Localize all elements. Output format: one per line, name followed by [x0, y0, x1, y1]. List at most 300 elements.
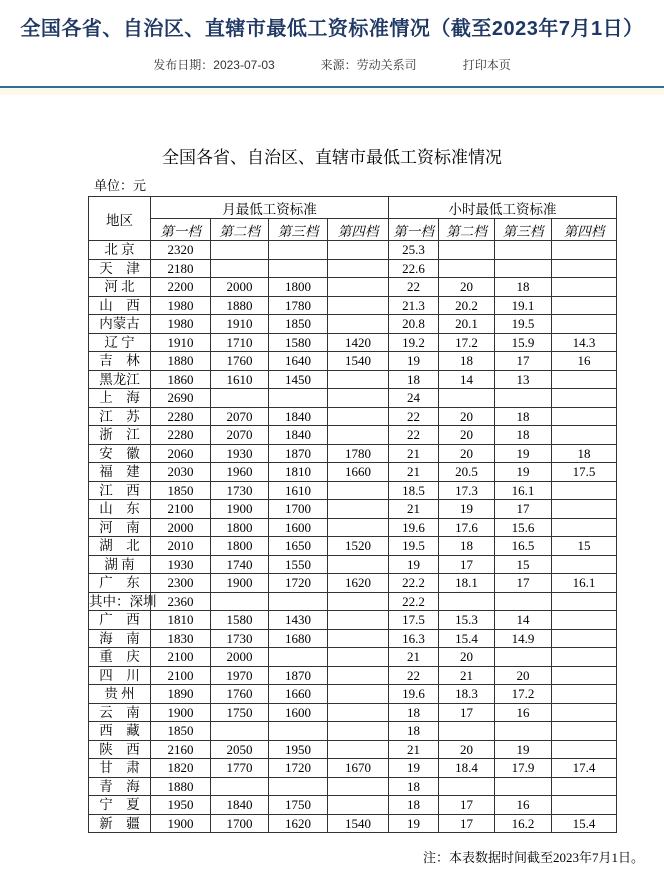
value-cell	[495, 777, 552, 796]
value-cell: 17.5	[552, 463, 617, 482]
value-cell	[552, 296, 617, 315]
value-cell	[439, 777, 495, 796]
value-cell: 19.5	[495, 315, 552, 334]
value-cell: 1850	[151, 722, 211, 741]
value-cell: 15.3	[439, 611, 495, 630]
table-row	[89, 426, 617, 445]
value-cell: 1800	[211, 518, 269, 537]
value-cell: 1840	[211, 796, 269, 815]
value-cell	[552, 518, 617, 537]
value-cell: 17.6	[439, 518, 495, 537]
value-cell: 1700	[269, 500, 328, 519]
value-cell: 21	[389, 444, 439, 463]
value-cell: 1950	[269, 740, 328, 759]
value-cell: 2100	[151, 666, 211, 685]
table-row	[89, 796, 617, 815]
value-cell: 1840	[269, 426, 328, 445]
value-cell	[495, 389, 552, 408]
region-cell: 湖 北	[89, 537, 151, 556]
hourly-tier-1-header: 第一档	[389, 219, 439, 241]
region-cell: 陕 西	[89, 740, 151, 759]
value-cell: 18	[495, 278, 552, 297]
region-cell: 上 海	[89, 389, 151, 408]
value-cell: 1620	[328, 574, 389, 593]
value-cell: 1820	[151, 759, 211, 778]
value-cell: 17.5	[389, 611, 439, 630]
value-cell: 1810	[151, 611, 211, 630]
value-cell: 1900	[211, 574, 269, 593]
value-cell: 16	[552, 352, 617, 371]
value-cell: 19.6	[389, 685, 439, 704]
value-cell: 22.2	[389, 574, 439, 593]
value-cell: 1580	[211, 611, 269, 630]
value-cell: 1650	[269, 537, 328, 556]
value-cell: 1710	[211, 333, 269, 352]
value-cell: 18	[439, 537, 495, 556]
value-cell: 19	[439, 500, 495, 519]
value-cell	[439, 259, 495, 278]
region-cell: 内蒙古	[89, 315, 151, 334]
region-cell: 山 西	[89, 296, 151, 315]
table-row	[89, 444, 617, 463]
table-row	[89, 537, 617, 556]
value-cell: 1800	[269, 278, 328, 297]
value-cell: 1720	[269, 574, 328, 593]
value-cell: 2030	[151, 463, 211, 482]
value-cell: 2000	[211, 648, 269, 667]
value-cell: 2690	[151, 389, 211, 408]
value-cell: 1870	[269, 444, 328, 463]
value-cell	[439, 592, 495, 611]
value-cell: 2050	[211, 740, 269, 759]
value-cell	[439, 241, 495, 260]
value-cell: 18	[552, 444, 617, 463]
value-cell: 1850	[151, 481, 211, 500]
value-cell: 16.2	[495, 814, 552, 833]
value-cell: 1670	[328, 759, 389, 778]
value-cell: 2000	[211, 278, 269, 297]
value-cell	[552, 315, 617, 334]
value-cell	[552, 685, 617, 704]
table-row	[89, 814, 617, 833]
table-row	[89, 333, 617, 352]
value-cell: 22	[389, 407, 439, 426]
region-cell: 重 庆	[89, 648, 151, 667]
value-cell: 1580	[269, 333, 328, 352]
value-cell: 17.2	[439, 333, 495, 352]
wage-table	[88, 196, 617, 833]
value-cell: 1750	[269, 796, 328, 815]
value-cell: 1980	[151, 315, 211, 334]
unit-label: 单位：元	[94, 178, 147, 193]
value-cell	[211, 241, 269, 260]
value-cell: 16	[495, 796, 552, 815]
value-cell: 21.3	[389, 296, 439, 315]
value-cell: 2280	[151, 426, 211, 445]
value-cell: 1910	[211, 315, 269, 334]
region-cell: 宁 夏	[89, 796, 151, 815]
value-cell: 21	[439, 666, 495, 685]
value-cell: 17	[495, 574, 552, 593]
table-row	[89, 259, 617, 278]
value-cell	[269, 592, 328, 611]
monthly-tier-2-header: 第二档	[211, 219, 269, 241]
value-cell: 21	[389, 500, 439, 519]
value-cell	[269, 389, 328, 408]
value-cell	[439, 722, 495, 741]
value-cell: 2360	[151, 592, 211, 611]
value-cell	[495, 259, 552, 278]
monthly-tier-3-header: 第三档	[269, 219, 328, 241]
value-cell	[328, 703, 389, 722]
value-cell	[211, 259, 269, 278]
value-cell: 15.9	[495, 333, 552, 352]
value-cell	[328, 722, 389, 741]
value-cell: 17	[495, 500, 552, 519]
table-row	[89, 759, 617, 778]
value-cell	[328, 796, 389, 815]
value-cell	[552, 259, 617, 278]
region-cell: 青 海	[89, 777, 151, 796]
value-cell: 1660	[328, 463, 389, 482]
value-cell: 22	[389, 426, 439, 445]
value-cell: 1600	[269, 703, 328, 722]
value-cell: 1760	[211, 352, 269, 371]
value-cell	[552, 796, 617, 815]
value-cell: 1770	[211, 759, 269, 778]
table-row	[89, 407, 617, 426]
value-cell: 1900	[151, 703, 211, 722]
region-cell: 海 南	[89, 629, 151, 648]
value-cell: 2060	[151, 444, 211, 463]
region-cell: 江 西	[89, 481, 151, 500]
value-cell: 20.8	[389, 315, 439, 334]
value-cell: 1950	[151, 796, 211, 815]
cream-accent-line	[0, 88, 664, 95]
value-cell: 18.1	[439, 574, 495, 593]
value-cell: 20	[439, 740, 495, 759]
region-cell: 云 南	[89, 703, 151, 722]
value-cell	[495, 648, 552, 667]
value-cell: 21	[389, 463, 439, 482]
value-cell	[552, 629, 617, 648]
value-cell	[495, 722, 552, 741]
region-cell: 安 徽	[89, 444, 151, 463]
value-cell: 1900	[211, 500, 269, 519]
value-cell: 14.3	[552, 333, 617, 352]
region-cell: 贵 州	[89, 685, 151, 704]
hourly-tier-2-header: 第二档	[439, 219, 495, 241]
table-row	[89, 370, 617, 389]
value-cell: 2160	[151, 740, 211, 759]
region-cell: 甘 肃	[89, 759, 151, 778]
value-cell: 18	[495, 426, 552, 445]
value-cell: 1880	[151, 777, 211, 796]
value-cell: 1660	[269, 685, 328, 704]
value-cell: 1930	[211, 444, 269, 463]
value-cell: 1890	[151, 685, 211, 704]
region-cell: 福 建	[89, 463, 151, 482]
region-cell: 广 东	[89, 574, 151, 593]
value-cell: 22.2	[389, 592, 439, 611]
value-cell: 17.3	[439, 481, 495, 500]
value-cell: 2010	[151, 537, 211, 556]
value-cell: 2100	[151, 648, 211, 667]
hourly-group-header: 小时最低工资标准	[389, 197, 617, 219]
value-cell: 22	[389, 666, 439, 685]
value-cell: 1730	[211, 481, 269, 500]
value-cell	[269, 241, 328, 260]
monthly-tier-4-header: 第四档	[328, 219, 389, 241]
table-row	[89, 703, 617, 722]
value-cell: 15	[495, 555, 552, 574]
region-cell: 其中：深圳	[89, 593, 157, 609]
value-cell	[552, 407, 617, 426]
value-cell	[328, 500, 389, 519]
value-cell: 19.1	[495, 296, 552, 315]
value-cell: 1760	[211, 685, 269, 704]
value-cell: 1520	[328, 537, 389, 556]
region-column-header: 地区	[89, 197, 151, 241]
value-cell	[328, 518, 389, 537]
value-cell	[552, 611, 617, 630]
value-cell	[328, 259, 389, 278]
value-cell	[552, 648, 617, 667]
value-cell	[328, 648, 389, 667]
table-row	[89, 629, 617, 648]
table-row	[89, 389, 617, 408]
value-cell: 19	[389, 555, 439, 574]
value-cell: 1810	[269, 463, 328, 482]
region-cell: 湖 南	[89, 555, 151, 574]
value-cell: 17	[495, 352, 552, 371]
value-cell	[269, 722, 328, 741]
value-cell	[269, 777, 328, 796]
value-cell	[269, 648, 328, 667]
region-cell: 广 西	[89, 611, 151, 630]
value-cell: 13	[495, 370, 552, 389]
value-cell: 1620	[269, 814, 328, 833]
value-cell: 1880	[151, 352, 211, 371]
print-page-link[interactable]: 打印本页	[462, 58, 511, 72]
value-cell: 17.2	[495, 685, 552, 704]
value-cell: 19	[389, 759, 439, 778]
value-cell	[552, 555, 617, 574]
value-cell: 25.3	[389, 241, 439, 260]
value-cell	[328, 740, 389, 759]
value-cell: 1870	[269, 666, 328, 685]
region-cell: 北 京	[89, 241, 151, 260]
value-cell: 2000	[151, 518, 211, 537]
value-cell: 21	[389, 648, 439, 667]
value-cell: 20	[439, 426, 495, 445]
table-row	[89, 574, 617, 593]
value-cell: 17	[439, 555, 495, 574]
hourly-tier-3-header: 第三档	[495, 219, 552, 241]
region-cell: 江 苏	[89, 407, 151, 426]
value-cell	[328, 278, 389, 297]
region-cell: 吉 林	[89, 352, 151, 371]
value-cell	[552, 389, 617, 408]
value-cell: 20.2	[439, 296, 495, 315]
table-row	[89, 666, 617, 685]
value-cell: 16.1	[552, 574, 617, 593]
value-cell: 15.4	[552, 814, 617, 833]
value-cell: 1960	[211, 463, 269, 482]
value-cell: 16.1	[495, 481, 552, 500]
value-cell: 1910	[151, 333, 211, 352]
value-cell	[328, 777, 389, 796]
value-cell: 19.6	[389, 518, 439, 537]
meta-row	[0, 56, 664, 73]
region-cell: 河 北	[89, 278, 151, 297]
value-cell: 20	[439, 444, 495, 463]
value-cell: 16.5	[495, 537, 552, 556]
value-cell: 21	[389, 740, 439, 759]
value-cell: 18.3	[439, 685, 495, 704]
monthly-group-header: 月最低工资标准	[151, 197, 389, 219]
value-cell: 1450	[269, 370, 328, 389]
value-cell: 1610	[269, 481, 328, 500]
table-row	[89, 648, 617, 667]
value-cell: 14.9	[495, 629, 552, 648]
value-cell: 19	[495, 463, 552, 482]
value-cell: 1540	[328, 352, 389, 371]
value-cell	[211, 777, 269, 796]
value-cell: 18	[389, 370, 439, 389]
value-cell: 1600	[269, 518, 328, 537]
region-cell: 四 川	[89, 666, 151, 685]
value-cell	[328, 555, 389, 574]
table-header-row-tiers	[89, 219, 617, 241]
value-cell: 19	[495, 444, 552, 463]
value-cell: 17	[439, 814, 495, 833]
value-cell	[495, 592, 552, 611]
value-cell	[552, 241, 617, 260]
value-cell: 16.3	[389, 629, 439, 648]
monthly-tier-1-header: 第一档	[151, 219, 211, 241]
value-cell: 1750	[211, 703, 269, 722]
value-cell: 18	[439, 352, 495, 371]
value-cell: 19	[389, 814, 439, 833]
value-cell	[552, 592, 617, 611]
value-cell	[328, 481, 389, 500]
value-cell: 20.1	[439, 315, 495, 334]
value-cell: 18.5	[389, 481, 439, 500]
value-cell: 20	[439, 648, 495, 667]
region-cell: 山 东	[89, 500, 151, 519]
value-cell: 1830	[151, 629, 211, 648]
table-header-row-groups	[89, 197, 617, 219]
value-cell: 15.4	[439, 629, 495, 648]
value-cell: 2180	[151, 259, 211, 278]
value-cell: 14	[495, 611, 552, 630]
table-row	[89, 296, 617, 315]
value-cell	[328, 611, 389, 630]
value-cell: 1430	[269, 611, 328, 630]
value-cell: 17.9	[495, 759, 552, 778]
table-row	[89, 740, 617, 759]
wage-table-body	[89, 241, 617, 833]
value-cell: 2070	[211, 407, 269, 426]
value-cell: 1970	[211, 666, 269, 685]
region-cell: 河 南	[89, 518, 151, 537]
data-cutoff-note: 注：本表数据时间截至2023年7月1日。	[422, 850, 644, 865]
value-cell: 1540	[328, 814, 389, 833]
table-row	[89, 611, 617, 630]
value-cell	[552, 370, 617, 389]
table-row	[89, 241, 617, 260]
value-cell: 24	[389, 389, 439, 408]
value-cell: 20	[495, 666, 552, 685]
table-row	[89, 685, 617, 704]
value-cell: 1880	[211, 296, 269, 315]
value-cell: 2100	[151, 500, 211, 519]
table-row	[89, 315, 617, 334]
region-cell: 天 津	[89, 259, 151, 278]
value-cell: 22	[389, 278, 439, 297]
value-cell	[328, 389, 389, 408]
value-cell: 19	[495, 740, 552, 759]
table-row	[89, 555, 617, 574]
value-cell: 14	[439, 370, 495, 389]
table-row	[89, 518, 617, 537]
value-cell: 1720	[269, 759, 328, 778]
region-cell: 辽 宁	[89, 333, 151, 352]
value-cell: 22.6	[389, 259, 439, 278]
value-cell	[328, 241, 389, 260]
region-cell: 西 藏	[89, 722, 151, 741]
value-cell: 1700	[211, 814, 269, 833]
table-row	[89, 463, 617, 482]
value-cell: 1740	[211, 555, 269, 574]
table-row	[89, 278, 617, 297]
value-cell	[269, 259, 328, 278]
value-cell: 2070	[211, 426, 269, 445]
value-cell	[328, 296, 389, 315]
value-cell: 2200	[151, 278, 211, 297]
table-row	[89, 352, 617, 371]
value-cell	[328, 315, 389, 334]
value-cell: 18	[389, 796, 439, 815]
table-row	[89, 481, 617, 500]
value-cell: 19.5	[389, 537, 439, 556]
value-cell: 18	[389, 777, 439, 796]
value-cell: 1780	[269, 296, 328, 315]
value-cell	[552, 500, 617, 519]
hourly-tier-4-header: 第四档	[552, 219, 617, 241]
value-cell: 1730	[211, 629, 269, 648]
value-cell	[552, 722, 617, 741]
value-cell: 15	[552, 537, 617, 556]
value-cell: 20	[439, 407, 495, 426]
value-cell: 2280	[151, 407, 211, 426]
value-cell: 19.2	[389, 333, 439, 352]
table-row	[89, 722, 617, 741]
value-cell: 1640	[269, 352, 328, 371]
value-cell: 17	[439, 796, 495, 815]
value-cell: 18.4	[439, 759, 495, 778]
table-row	[89, 500, 617, 519]
value-cell: 1780	[328, 444, 389, 463]
value-cell	[552, 426, 617, 445]
value-cell: 18	[389, 703, 439, 722]
value-cell: 18	[389, 722, 439, 741]
value-cell	[552, 481, 617, 500]
value-cell	[211, 389, 269, 408]
value-cell	[552, 777, 617, 796]
value-cell: 17	[439, 703, 495, 722]
